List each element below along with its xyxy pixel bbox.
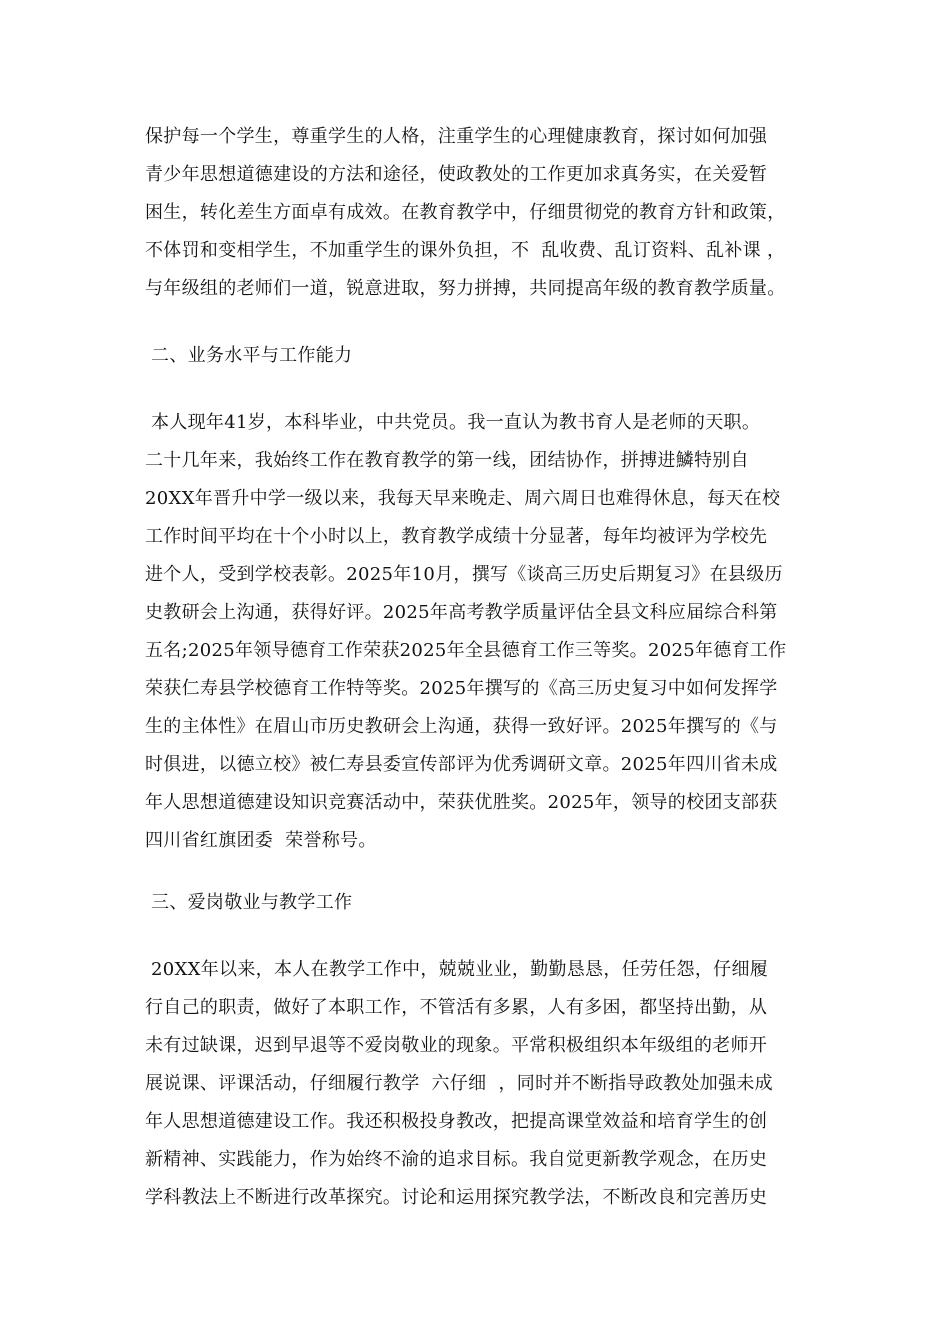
text-line: 不体罚和变相学生，不加重学生的课外负担，不 乱收费、乱订资料、乱补课 ， — [145, 240, 786, 261]
text-line: 年人思想道德建设知识竞赛活动中，荣获优胜奖。2025年，领导的校团支部获 — [145, 792, 778, 813]
text-line: 20XX年晋升中学一级以来，我每天早来晚走、周六周日也难得休息，每天在校 — [145, 488, 781, 509]
text-line: 生的主体性》在眉山市历史教研会上沟通，获得一致好评。2025年撰写的《与 — [145, 716, 778, 737]
text-line: 荣获仁寿县学校德育工作特等奖。2025年撰写的《高三历史复习中如何发挥学 — [145, 678, 778, 699]
text-line: 困生，转化差生方面卓有成效。在教育教学中，仔细贯彻党的教育方针和政策， — [145, 202, 786, 223]
text-line: 20XX年以来，本人在教学工作中，兢兢业业，勤勤恳恳，任劳任怨，仔细履 — [145, 959, 769, 980]
text-line: 史教研会上沟通，获得好评。2025年高考教学质量评估全县文科应届综合科第 — [145, 602, 778, 623]
text-line: 行自己的职责，做好了本职工作，不管活有多累，人有多困，都坚持出勤，从 — [145, 997, 768, 1018]
text-line: 工作时间平均在十个小时以上，教育教学成绩十分显著，每年均被评为学校先 — [145, 526, 768, 547]
text-line: 未有过缺课，迟到早退等不爱岗敬业的现象。平常积极组织本年级组的老师开 — [145, 1035, 768, 1056]
text-line: 进个人，受到学校表彰。2025年10月，撰写《谈高三历史后期复习》在县级历 — [145, 564, 783, 585]
text-line: 二十几年来，我始终工作在教育教学的第一线，团结协作，拼搏进鱗特别自 — [145, 450, 749, 471]
text-line: 本人现年41岁，本科毕业，中共党员。我一直认为教书育人是老师的天职。 — [145, 412, 761, 433]
text-line: 时俱进，以德立校》被仁寿县委宣传部评为优秀调研文章。2025年四川省未成 — [145, 754, 778, 775]
text-line: 保护每一个学生，尊重学生的人格，注重学生的心理健康教育，探讨如何加强 — [145, 126, 768, 147]
section-heading-professional-ability — [145, 337, 825, 375]
text-line: 青少年思想道德建设的方法和途径，使政教处的工作更加求真务实，在关爱暂 — [145, 164, 768, 185]
paragraph-dedication-teaching — [145, 951, 825, 1217]
section-heading-text: 三、爱岗敬业与教学工作 — [145, 892, 353, 913]
text-line: 展说课、评课活动，仔细履行教学 六仔细 ，同时并不断指导政教处加强未成 — [145, 1073, 773, 1094]
section-heading-dedication-teaching — [145, 884, 825, 922]
text-line: 五名;2025年领导德育工作荣获2025年全县德育工作三等奖。2025年德育工作 — [145, 640, 787, 661]
text-line: 与年级组的老师们一道，锐意进取，努力拼搏，共同提高年级的教育教学质量。 — [145, 278, 786, 299]
text-line: 新精神、实践能力，作为始终不渝的追求目标。我自觉更新教学观念，在历史 — [145, 1149, 768, 1170]
paragraph-student-care — [145, 118, 825, 308]
text-line: 年人思想道德建设工作。我还积极投身教改，把提高课堂效益和培育学生的创 — [145, 1111, 768, 1132]
text-line: 四川省红旗团委 荣誉称号。 — [145, 830, 377, 851]
text-line: 学科教法上不断进行改革探究。讨论和运用探究教学法，不断改良和完善历史 — [145, 1187, 768, 1208]
section-heading-text: 二、业务水平与工作能力 — [145, 345, 353, 366]
paragraph-professional-ability — [145, 404, 825, 860]
